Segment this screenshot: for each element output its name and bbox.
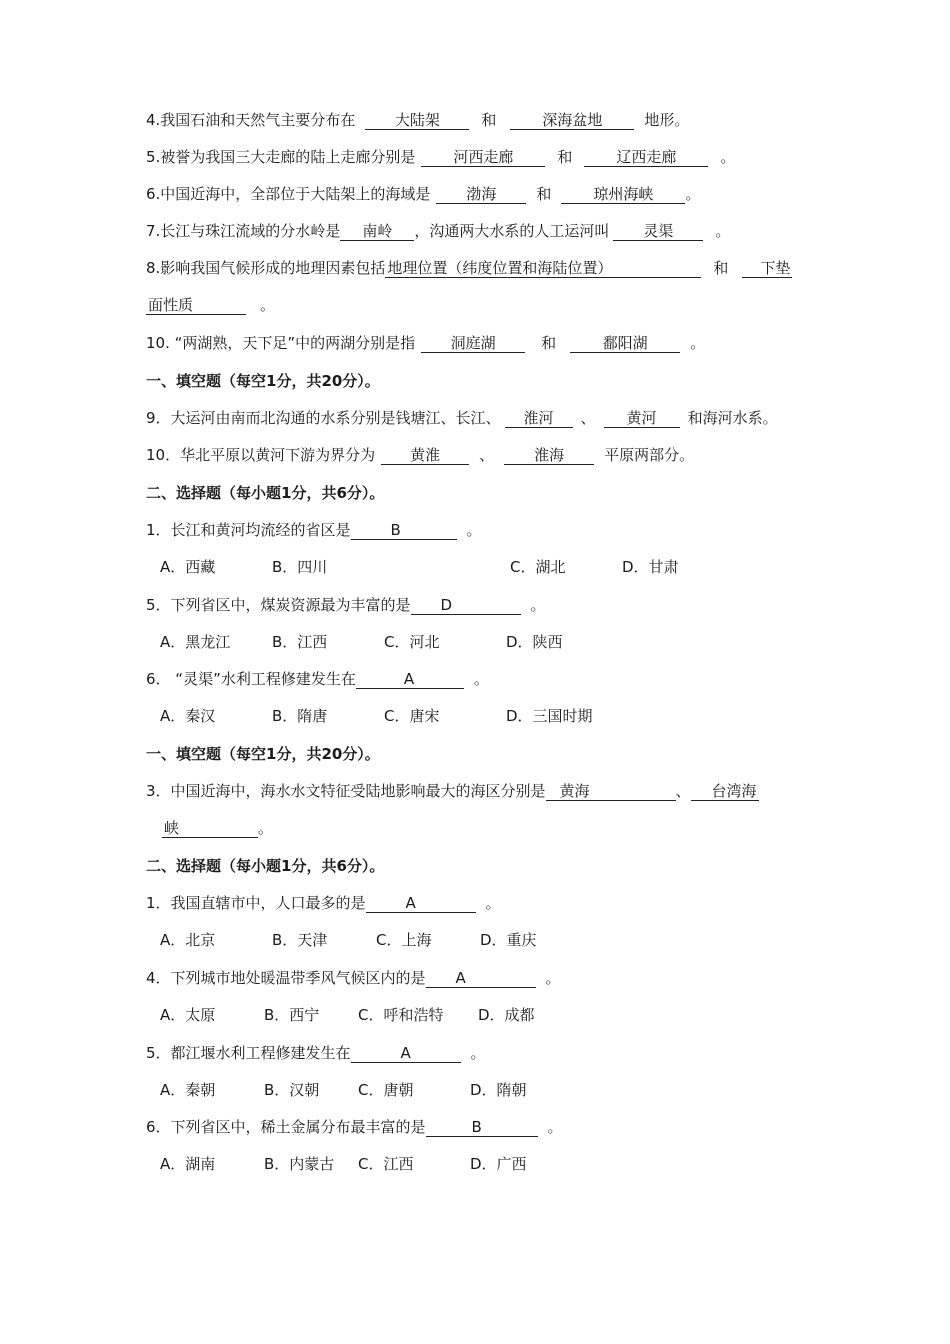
question-text: 。 xyxy=(473,670,489,688)
section-heading-choice: 二、选择题（每小题1分，共6分）。 xyxy=(146,857,385,875)
option-b: B．隋唐 xyxy=(272,707,328,725)
answer-blank: 鄱阳湖 xyxy=(570,334,680,353)
answer-blank: 下垫 xyxy=(742,259,792,278)
section-heading-fill: 一、填空题（每空1分，共20分）。 xyxy=(146,372,380,390)
question-text: 7.长江与珠江流域的分水岭是 xyxy=(146,222,341,240)
question-text: 5．下列省区中，煤炭资源最为丰富的是 xyxy=(146,596,411,614)
option-a: A．黑龙江 xyxy=(160,633,231,651)
answer-blank: 淮河 xyxy=(505,409,573,428)
question-text: 8.影响我国气候形成的地理因素包括 xyxy=(146,259,386,277)
section-heading-choice: 二、选择题（每小题1分，共6分）。 xyxy=(146,484,385,502)
question-text: 。 xyxy=(720,148,736,166)
answer-blank: 台湾海 xyxy=(691,782,759,801)
answer-blank: A xyxy=(351,1044,461,1063)
connector-text: 、 xyxy=(580,409,596,427)
question-text: 。 xyxy=(530,596,546,614)
answer-blank: A xyxy=(356,670,464,689)
answer-blank: 大陆架 xyxy=(365,111,469,130)
option-d: D．成都 xyxy=(478,1006,535,1024)
option-c: C．江西 xyxy=(358,1155,414,1173)
option-a: A．北京 xyxy=(160,931,216,949)
question-text: 地形。 xyxy=(644,111,690,129)
choice-question-5b xyxy=(146,1043,486,1063)
question-text: 。 xyxy=(260,296,276,314)
fill-line-10 xyxy=(146,333,705,353)
question-text: 。 xyxy=(466,521,482,539)
choice-question-1 xyxy=(146,520,482,540)
answer-blank: 黄海 xyxy=(546,782,676,801)
connector-text: 和 xyxy=(557,148,573,166)
question-text: ，沟通两大水系的人工运河叫 xyxy=(414,222,610,240)
option-b: B．内蒙古 xyxy=(264,1155,335,1173)
question-text: 。 xyxy=(715,222,731,240)
question-text: 平原两部分。 xyxy=(604,446,695,464)
option-b: B．天津 xyxy=(272,931,328,949)
choice-question-4 xyxy=(146,968,561,988)
option-a: A．秦朝 xyxy=(160,1081,216,1099)
answer-blank: B xyxy=(351,521,457,540)
question-text: 。 xyxy=(485,894,501,912)
question-text: 6．下列省区中，稀土金属分布最丰富的是 xyxy=(146,1118,426,1136)
fill-line-9 xyxy=(146,408,778,428)
question-text: 和海河水系。 xyxy=(687,409,778,427)
fill-line-7 xyxy=(146,221,730,241)
connector-text: 和 xyxy=(541,334,557,352)
answer-blank: A xyxy=(366,894,476,913)
answer-blank: B xyxy=(426,1118,538,1137)
fill-line-10b xyxy=(146,445,694,465)
fill-line-8-continued xyxy=(146,295,275,315)
option-c: C．上海 xyxy=(376,931,432,949)
answer-blank: 辽西走廊 xyxy=(584,148,708,167)
option-d: D．三国时期 xyxy=(506,707,593,725)
answer-blank: 面性质 xyxy=(146,296,246,315)
option-d: D．隋朝 xyxy=(470,1081,527,1099)
fill-line-3 xyxy=(146,781,759,801)
question-text: 10. “两湖熟，天下足”中的两湖分别是指 xyxy=(146,334,416,352)
choice-question-5 xyxy=(146,595,546,615)
connector-text: 、 xyxy=(675,782,691,800)
fill-line-3-continued xyxy=(162,818,273,838)
connector-text: 和 xyxy=(536,185,552,203)
option-c: C．唐宋 xyxy=(384,707,440,725)
question-text: 。 xyxy=(690,334,706,352)
question-text: 1．我国直辖市中，人口最多的是 xyxy=(146,894,366,912)
answer-blank: 黄河 xyxy=(604,409,680,428)
option-a: A．湖南 xyxy=(160,1155,216,1173)
answer-blank: 深海盆地 xyxy=(510,111,634,130)
option-b: B．江西 xyxy=(272,633,328,651)
question-text: 4.我国石油和天然气主要分布在 xyxy=(146,111,356,129)
question-text: 5．都江堰水利工程修建发生在 xyxy=(146,1044,351,1062)
question-text: 5.被誉为我国三大走廊的陆上走廊分别是 xyxy=(146,148,416,166)
question-text: 。 xyxy=(258,819,274,837)
choice-question-6b xyxy=(146,1117,563,1137)
section-heading-fill: 一、填空题（每空1分，共20分）。 xyxy=(146,745,380,763)
connector-text: 、 xyxy=(479,446,495,464)
answer-blank: 南岭 xyxy=(340,222,414,241)
question-text: 6.中国近海中，全部位于大陆架上的海域是 xyxy=(146,185,431,203)
answer-blank: 河西走廊 xyxy=(421,148,545,167)
answer-blank: 峡 xyxy=(162,819,258,838)
question-text: 6． “灵渠”水利工程修建发生在 xyxy=(146,670,356,688)
option-c: C．呼和浩特 xyxy=(358,1006,444,1024)
option-a: A．西藏 xyxy=(160,558,216,576)
option-d: D．广西 xyxy=(470,1155,527,1173)
question-text: 。 xyxy=(470,1044,486,1062)
answer-blank: 渤海 xyxy=(436,185,526,204)
question-text: 。 xyxy=(685,185,701,203)
connector-text: 和 xyxy=(481,111,497,129)
question-text: 。 xyxy=(545,969,561,987)
answer-blank: 灵渠 xyxy=(613,222,703,241)
option-a: A．秦汉 xyxy=(160,707,216,725)
answer-blank: 洞庭湖 xyxy=(421,334,525,353)
answer-blank: 淮海 xyxy=(504,446,594,465)
answer-blank: 黄淮 xyxy=(381,446,469,465)
question-text: 。 xyxy=(547,1118,563,1136)
fill-line-8 xyxy=(146,258,792,278)
option-b: B．西宁 xyxy=(264,1006,320,1024)
answer-blank: D xyxy=(411,596,521,615)
option-a: A．太原 xyxy=(160,1006,216,1024)
option-b: B．四川 xyxy=(272,558,328,576)
fill-line-5 xyxy=(146,147,735,167)
option-d: D．甘肃 xyxy=(622,558,679,576)
option-c: C．河北 xyxy=(384,633,440,651)
question-text: 3．中国近海中，海水水文特征受陆地影响最大的海区分别是 xyxy=(146,782,546,800)
option-d: D．陕西 xyxy=(506,633,563,651)
answer-blank: A xyxy=(426,969,536,988)
question-text: 10．华北平原以黄河下游为界分为 xyxy=(146,446,376,464)
choice-question-6 xyxy=(146,669,489,689)
fill-line-4 xyxy=(146,110,689,130)
choice-question-1b xyxy=(146,893,501,913)
option-c: C．湖北 xyxy=(510,558,566,576)
question-text: 1．长江和黄河均流经的省区是 xyxy=(146,521,351,539)
fill-line-6 xyxy=(146,184,700,204)
question-text: 9．大运河由南而北沟通的水系分别是钱塘江、长江、 xyxy=(146,409,501,427)
question-text: 4．下列城市地处暖温带季风气候区内的是 xyxy=(146,969,426,987)
option-b: B．汉朝 xyxy=(264,1081,320,1099)
connector-text: 和 xyxy=(713,259,729,277)
option-c: C．唐朝 xyxy=(358,1081,414,1099)
option-d: D．重庆 xyxy=(480,931,537,949)
answer-blank: 地理位置（纬度位置和海陆位置） xyxy=(385,259,701,278)
answer-blank: 琼州海峡 xyxy=(561,185,685,204)
